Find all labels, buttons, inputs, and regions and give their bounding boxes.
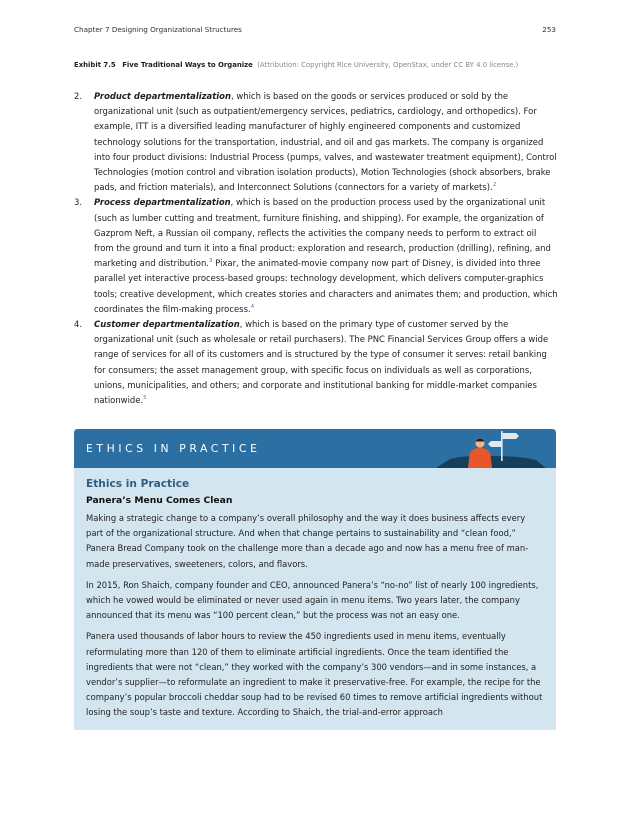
- departmentalization-list: [74, 89, 558, 408]
- feature-paragraph: Panera used thousands of labor hours to review the 450 ingredients used in menu items, eventually reformulating more than 120 of them to eliminate artificial ingredients. Once the team identified the ingredients that were not “clean,” they worked with the company’s 300 vendors—and in some instances, a vendor’s supplier—to reformulate an ingredient to make it preservative-free. For example, the recipe for the company’s popular broccoli cheddar soup had to be revised 60 times to remove artificial ingredients without losing the soup’s taste and texture. According to Shaich, the trial-and-error approach: [86, 631, 543, 718]
- list-item-term: Customer departmentalization: [94, 319, 240, 330]
- footnote-ref[interactable]: 3: [209, 258, 213, 265]
- feature-heading: Ethics in Practice: [86, 478, 190, 490]
- feature-paragraph: Making a strategic change to a company’s overall philosophy and the way it does business affects every part of the organizational structure. And when that change pertains to sustainability and “clean food,” Panera Bread Company took on the challenge more than a decade ago and now has a menu free of man-made preservatives, sweeteners, colors, and flavors.: [86, 513, 529, 569]
- list-item-term: Product departmentalization: [94, 91, 231, 101]
- list-item-number: 4.: [74, 319, 83, 330]
- feature-paragraph: In 2015, Ron Shaich, company founder and CEO, announced Panera’s “no-no” list of nearly 100 ingredients, which he vowed would be eliminated or never used again in menu items. Two years later, the company announced that its menu was “100 percent clean,” but the process was not an easy one.: [86, 579, 539, 621]
- feature-banner: [74, 429, 556, 468]
- list-item-text: [94, 317, 558, 408]
- feature-title: Panera’s Menu Comes Clean: [86, 495, 233, 506]
- exhibit-title: Five Traditional Ways to Organize: [122, 61, 253, 69]
- list-item-number: 3.: [74, 197, 83, 208]
- page-number: 253: [542, 25, 556, 34]
- ethics-feature-box: [74, 429, 556, 730]
- list-item-body: , which is based on the goods or services produced or sold by the organizational unit (such as outpatient/emergency services, pediatrics, cardiology, and orthopedics). For example, ITT is a diversified leading manufacturer of highly engineered components and customized technology solutions for the transportation, industrial, and oil and gas markets. The company is organized into four product divisions: Industrial Process (pumps, valves, and wastewater treatment equipment), Control Technologies (motion control and vibration isolation products), Motion Technologies (shock absorbers, brake pads, and friction materials), and Interconnect Solutions (connectors for a variety of markets).: [94, 91, 557, 193]
- footnote-ref[interactable]: 5: [143, 395, 147, 402]
- list-item-body: , which is based on the primary type of customer served by the organizational unit (such as wholesale or retail purchasers). The PNC Financial Services Group offers a wide range of services for all of its customers and is structured by the type of consumer it serves: retail banking for consumers; the asset management group, with specific focus on individuals as well as corporations, unions, municipalities, and others; and corporate and institutional banking for middle-market companies nationwide.: [94, 319, 549, 406]
- list-item-body-continued: Pixar, the animated-movie company now part of Disney, is divided into three parallel yet interactive process-based groups: technology development, which delivers computer-graphics tools; creative development, which creates stories and characters and animates them; and production, which coordinates the film-making process.: [94, 258, 558, 314]
- list-item: [74, 89, 558, 195]
- list-item: [74, 195, 558, 317]
- banner-label: ETHICS IN PRACTICE: [86, 442, 261, 455]
- list-item-number: 2.: [74, 91, 83, 101]
- list-item-text: [94, 89, 558, 195]
- footnote-ref[interactable]: 4: [250, 303, 255, 310]
- running-head: [74, 25, 556, 34]
- chapter-title: Chapter 7 Designing Organizational Structures: [74, 25, 242, 34]
- list-item-body: , which is based on the production process used by the organizational unit (such as lumber cutting and treatment, furniture finishing, and shipping). For example, the organization of Gazprom Neft, a Russian oil company, reflects the activities the company needs to perform to extract oil from the ground and turn it into a final product: exploration and research, production (drilling), refining, and marketing and distribution.: [94, 197, 551, 269]
- exhibit-caption: [74, 61, 564, 69]
- list-item-text: [94, 195, 558, 317]
- exhibit-label: Exhibit 7.5: [74, 61, 116, 69]
- feature-body: [74, 468, 556, 721]
- exhibit-attribution: (Attribution: Copyright Rice University, OpenStax, under CC BY 4.0 license.): [257, 61, 519, 69]
- list-item: [74, 317, 558, 408]
- list-item-term: Process departmentalization: [94, 197, 231, 208]
- person-at-signpost-icon: [436, 429, 546, 468]
- footnote-ref[interactable]: 2: [492, 182, 497, 189]
